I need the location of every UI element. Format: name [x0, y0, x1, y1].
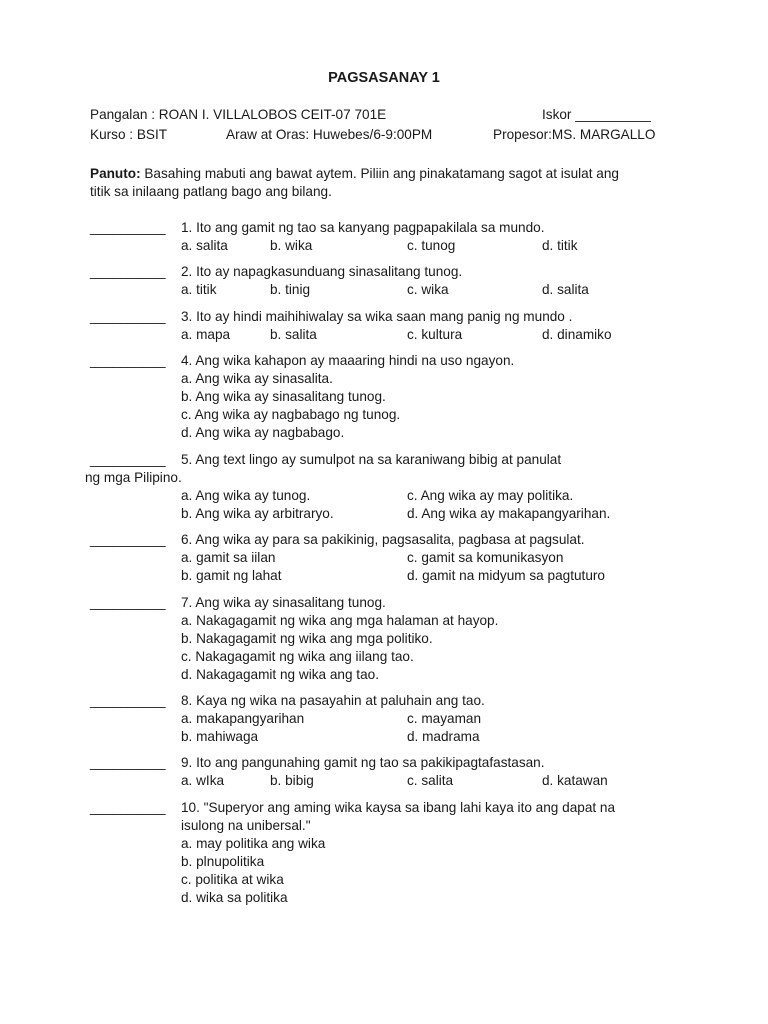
option-a: a. may politika ang wika: [181, 836, 326, 851]
option-a: a. makapangyarihan: [181, 711, 305, 726]
option-d: d. Ang wika ay makapangyarihan.: [407, 506, 611, 521]
page-title: PAGSASANAY 1: [328, 70, 440, 86]
option-a: a. gamit sa iilan: [181, 550, 276, 565]
option-b: b. plnupolitika: [181, 854, 265, 869]
instructions-line-1: [90, 165, 619, 183]
course-line: Kurso : BSIT: [90, 127, 168, 142]
option-b: b. salita: [270, 327, 317, 342]
question-stem: 3. Ito ay hindi maihihiwalay sa wika saan mang panig ng mundo .: [181, 309, 573, 324]
option-b: b. Ang wika ay sinasalitang tunog.: [181, 389, 386, 404]
question-stem-continued: isulong na unibersal.": [181, 818, 311, 833]
option-c: c. gamit sa komunikasyon: [407, 550, 564, 565]
option-a: a. Ang wika ay tunog.: [181, 488, 311, 503]
option-b: b. mahiwaga: [181, 729, 259, 744]
question-stem: 8. Kaya ng wika na pasayahin at paluhain ang tao.: [181, 693, 485, 708]
question-stem: 10. "Superyor ang aming wika kaysa sa ibang lahi kaya ito ang dapat na: [181, 800, 616, 815]
answer-blank[interactable]: __________: [90, 800, 166, 815]
name-line: Pangalan : ROAN I. VILLALOBOS CEIT-07 701E: [90, 107, 387, 122]
question-stem: 7. Ang wika ay sinasalitang tunog.: [181, 595, 386, 610]
answer-blank[interactable]: __________: [90, 264, 166, 279]
option-a: a. Nakagagamit ng wika ang mga halaman at hayop.: [181, 613, 499, 628]
answer-blank[interactable]: __________: [90, 353, 166, 368]
question-stem-continued: ng mga Pilipino.: [85, 470, 182, 485]
question-stem: 2. Ito ay napagkasunduang sinasalitang tunog.: [181, 264, 463, 279]
question-stem: 9. Ito ang pangunahing gamit ng tao sa pakikipagtafastasan.: [181, 755, 545, 770]
answer-blank[interactable]: __________: [90, 693, 166, 708]
option-d: d. Ang wika ay nagbabago.: [181, 425, 345, 440]
score-line: Iskor __________: [542, 107, 651, 122]
option-a: a. wIka: [181, 773, 225, 788]
option-d: d. wika sa politika: [181, 890, 288, 905]
option-c: c. mayaman: [407, 711, 482, 726]
option-c: c. tunog: [407, 238, 456, 253]
answer-blank[interactable]: __________: [90, 595, 166, 610]
instructions-label: Panuto:: [90, 166, 141, 181]
option-c: c. kultura: [407, 327, 463, 342]
answer-blank[interactable]: __________: [90, 755, 166, 770]
option-d: d. salita: [542, 282, 589, 297]
option-c: c. salita: [407, 773, 454, 788]
option-c: c. politika at wika: [181, 872, 284, 887]
answer-blank[interactable]: __________: [90, 452, 166, 467]
option-d: d. katawan: [542, 773, 608, 788]
answer-blank[interactable]: __________: [90, 532, 166, 547]
option-b: b. Nakagagamit ng wika ang mga politiko.: [181, 631, 433, 646]
answer-blank[interactable]: __________: [90, 309, 166, 324]
option-a: a. mapa: [181, 327, 231, 342]
instructions-text: Basahing mabuti ang bawat aytem. Piliin ang pinakatamang sagot at isulat ang: [140, 166, 619, 181]
option-a: a. salita: [181, 238, 228, 253]
option-b: b. Ang wika ay arbitraryo.: [181, 506, 334, 521]
question-stem: 5. Ang text lingo ay sumulpot na sa karaniwang bibig at panulat: [181, 452, 562, 467]
option-c: c. Nakagagamit ng wika ang iilang tao.: [181, 649, 414, 664]
question-stem: 1. Ito ang gamit ng tao sa kanyang pagpapakilala sa mundo.: [181, 220, 545, 235]
option-b: b. wika: [270, 238, 313, 253]
option-d: d. titik: [542, 238, 578, 253]
option-c: c. Ang wika ay may politika.: [407, 488, 574, 503]
option-d: d. madrama: [407, 729, 480, 744]
option-d: d. Nakagagamit ng wika ang tao.: [181, 667, 379, 682]
option-d: d. gamit na midyum sa pagtuturo: [407, 568, 605, 583]
question-stem: 6. Ang wika ay para sa pakikinig, pagsasalita, pagbasa at pagsulat.: [181, 532, 585, 547]
option-a: a. Ang wika ay sinasalita.: [181, 371, 333, 386]
schedule-line: Araw at Oras: Huwebes/6-9:00PM: [226, 127, 433, 142]
option-d: d. dinamiko: [542, 327, 612, 342]
option-b: b. gamit ng lahat: [181, 568, 282, 583]
professor-line: Propesor:MS. MARGALLO: [493, 127, 656, 142]
option-b: b. bibig: [270, 773, 314, 788]
option-a: a. titik: [181, 282, 217, 297]
option-c: c. wika: [407, 282, 449, 297]
instructions-line-2: titik sa inilaang patlang bago ang bilang.: [90, 184, 332, 199]
answer-blank[interactable]: __________: [90, 220, 166, 235]
question-stem: 4. Ang wika kahapon ay maaaring hindi na uso ngayon.: [181, 353, 515, 368]
option-c: c. Ang wika ay nagbabago ng tunog.: [181, 407, 401, 422]
option-b: b. tinig: [270, 282, 311, 297]
